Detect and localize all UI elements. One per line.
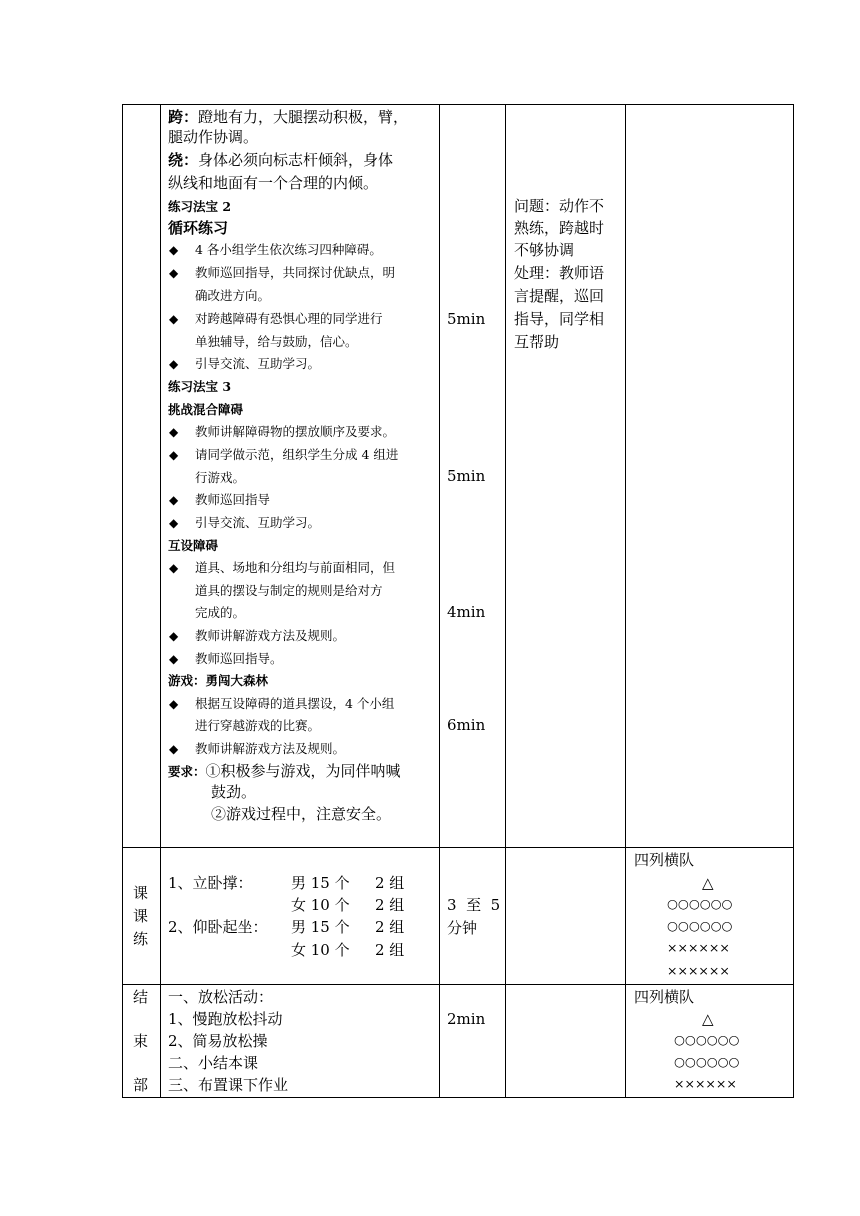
time-4: 6min [447, 716, 486, 734]
exercise-2-male: 男 15 个 [291, 918, 350, 936]
bullet-icon: ◆ [169, 697, 179, 711]
row3-section-char-3: 部 [133, 1076, 149, 1094]
row3-formation-title: 四列横队 [634, 988, 695, 1006]
row3-formation-row-2: ○○○○○○ [674, 1032, 740, 1047]
bullet-icon: ◆ [169, 425, 179, 439]
col-line-1 [160, 104, 161, 1098]
row3-formation-row-1: △ [702, 1010, 714, 1028]
requirement-text-3: ②游戏过程中，注意安全。 [211, 805, 392, 823]
mutual-item-3: 教师巡回指导。 [195, 651, 283, 666]
solution-line-2: 言提醒，巡回 [514, 287, 605, 305]
row2-formation-row-5: ×××××× [667, 963, 730, 978]
kua-line-1 [168, 110, 408, 125]
rao-text-2: 纵线和地面有一个合理的内倾。 [168, 174, 379, 192]
requirement-label: 要求： [168, 764, 206, 779]
method2-title: 练习法宝 2 [168, 199, 232, 214]
time-1: 5min [447, 310, 486, 328]
bullet-icon: ◆ [169, 243, 179, 257]
rao-text-1: 身体必须向标志杆倾斜，身体 [198, 151, 394, 169]
bullet-icon: ◆ [169, 448, 179, 462]
row-divider-2 [122, 984, 794, 985]
method2-item-2b: 确改进方向。 [195, 288, 271, 303]
exercise-2-male-sets: 2 组 [375, 918, 405, 936]
method3-title: 练习法宝 3 [168, 379, 232, 394]
row2-formation-title: 四列横队 [634, 851, 695, 869]
row2-time-2: 分钟 [447, 919, 478, 937]
table-bottom-border [122, 1097, 794, 1098]
method3-item-1: 教师讲解障碍物的摆放顺序及要求。 [195, 424, 396, 439]
row3-line-4: 二、小结本课 [168, 1054, 259, 1072]
bullet-icon: ◆ [169, 652, 179, 666]
row2-section-char-3: 练 [133, 930, 149, 948]
bullet-icon: ◆ [169, 493, 179, 507]
row-divider-1 [122, 847, 794, 848]
row3-line-2: 1、慢跑放松抖动 [168, 1010, 283, 1028]
row2-formation-row-1: △ [702, 874, 714, 892]
game-item-2: 教师讲解游戏方法及规则。 [195, 741, 346, 756]
row3-time: 2min [447, 1010, 486, 1028]
rao-line-1 [168, 153, 393, 168]
solution-line-3: 指导，同学相 [514, 310, 605, 328]
row3-line-1: 一、放松活动： [168, 988, 274, 1006]
col-line-5 [793, 104, 794, 1098]
kua-text-2: 腿动作协调。 [168, 128, 259, 146]
method2-item-4: 引导交流、互助学习。 [195, 356, 321, 371]
game-title: 游戏：勇闯大森林 [168, 673, 269, 688]
rao-label: 绕： [168, 151, 199, 169]
mutual-item-2: 教师讲解游戏方法及规则。 [195, 628, 346, 643]
bullet-icon: ◆ [169, 742, 179, 756]
exercise-2-female: 女 10 个 [291, 941, 350, 959]
row3-formation-row-3: ○○○○○○ [674, 1054, 740, 1069]
method3-item-2a: 请同学做示范，组织学生分成 4 组进 [195, 447, 399, 462]
col-line-0 [122, 104, 123, 1098]
row3-section-char-1: 结 [133, 988, 149, 1006]
bullet-icon: ◆ [169, 312, 179, 326]
bullet-icon: ◆ [169, 561, 179, 575]
requirement-text-2: 鼓劲。 [211, 783, 257, 801]
bullet-icon: ◆ [169, 266, 179, 280]
method2-item-2a: 教师巡回指导，共同探讨优缺点，明 [195, 265, 396, 280]
method3-item-3: 教师巡回指导 [195, 492, 271, 507]
mutual-item-1c: 完成的。 [195, 605, 246, 620]
solution-line-4: 互帮助 [514, 333, 560, 351]
row2-formation-row-3: ○○○○○○ [667, 918, 733, 933]
bullet-icon: ◆ [169, 357, 179, 371]
exercise-1-label: 1、立卧撑： [168, 874, 253, 892]
method3-item-2b: 行游戏。 [195, 470, 246, 485]
mutual-item-1a: 道具、场地和分组均与前面相同，但 [195, 560, 396, 575]
bullet-icon: ◆ [169, 516, 179, 530]
method2-item-1: 4 各小组学生依次练习四种障碍。 [195, 242, 382, 257]
bullet-icon: ◆ [169, 629, 179, 643]
mutual-item-1b: 道具的摆设与制定的规则是给对方 [195, 583, 383, 598]
col-line-2 [439, 104, 440, 1098]
requirement-line-1 [168, 764, 401, 779]
exercise-2-label: 2、仰卧起坐： [168, 918, 268, 936]
exercise-1-male-sets: 2 组 [375, 874, 405, 892]
row2-section-char-1: 课 [133, 884, 149, 902]
exercise-1-male: 男 15 个 [291, 874, 350, 892]
col-line-4 [625, 104, 626, 1098]
method3-subtitle: 挑战混合障碍 [168, 402, 244, 417]
exercise-2-female-sets: 2 组 [375, 941, 405, 959]
row2-formation-row-2: ○○○○○○ [667, 896, 733, 911]
problem-line-1: 问题：动作不 [514, 197, 605, 215]
game-item-1b: 进行穿越游戏的比赛。 [195, 718, 321, 733]
kua-label: 跨： [168, 108, 199, 126]
row2-section-char-2: 课 [133, 907, 149, 925]
row3-line-5: 三、布置课下作业 [168, 1076, 289, 1094]
row3-formation-row-4: ×××××× [674, 1076, 737, 1091]
time-3: 4min [447, 603, 486, 621]
row3-section-char-2: 束 [133, 1032, 149, 1050]
method2-subtitle: 循环练习 [168, 219, 229, 237]
solution-line-1: 处理：教师语 [514, 264, 605, 282]
exercise-1-female-sets: 2 组 [375, 896, 405, 914]
exercise-1-female: 女 10 个 [291, 896, 350, 914]
problem-line-2: 熟练，跨越时 [514, 219, 605, 237]
row2-formation-row-4: ×××××× [667, 940, 730, 955]
game-item-1a: 根据互设障碍的道具摆设，4 个小组 [195, 696, 395, 711]
table-top-border [122, 104, 794, 105]
row2-time-1: 3 至 5 [447, 896, 501, 914]
method2-item-3a: 对跨越障碍有恐惧心理的同学进行 [195, 311, 383, 326]
method2-item-3b: 单独辅导，给与鼓励，信心。 [195, 334, 358, 349]
col-line-3 [505, 104, 506, 1098]
time-2: 5min [447, 467, 486, 485]
row3-line-3: 2、简易放松操 [168, 1032, 268, 1050]
requirement-text-1: ①积极参与游戏，为同伴呐喊 [205, 762, 401, 780]
problem-line-3: 不够协调 [514, 241, 575, 259]
method3-item-4: 引导交流、互助学习。 [195, 515, 321, 530]
kua-text-1: 蹬地有力，大腿摆动积极，臂， [198, 108, 409, 126]
mutual-title: 互设障碍 [168, 538, 219, 553]
